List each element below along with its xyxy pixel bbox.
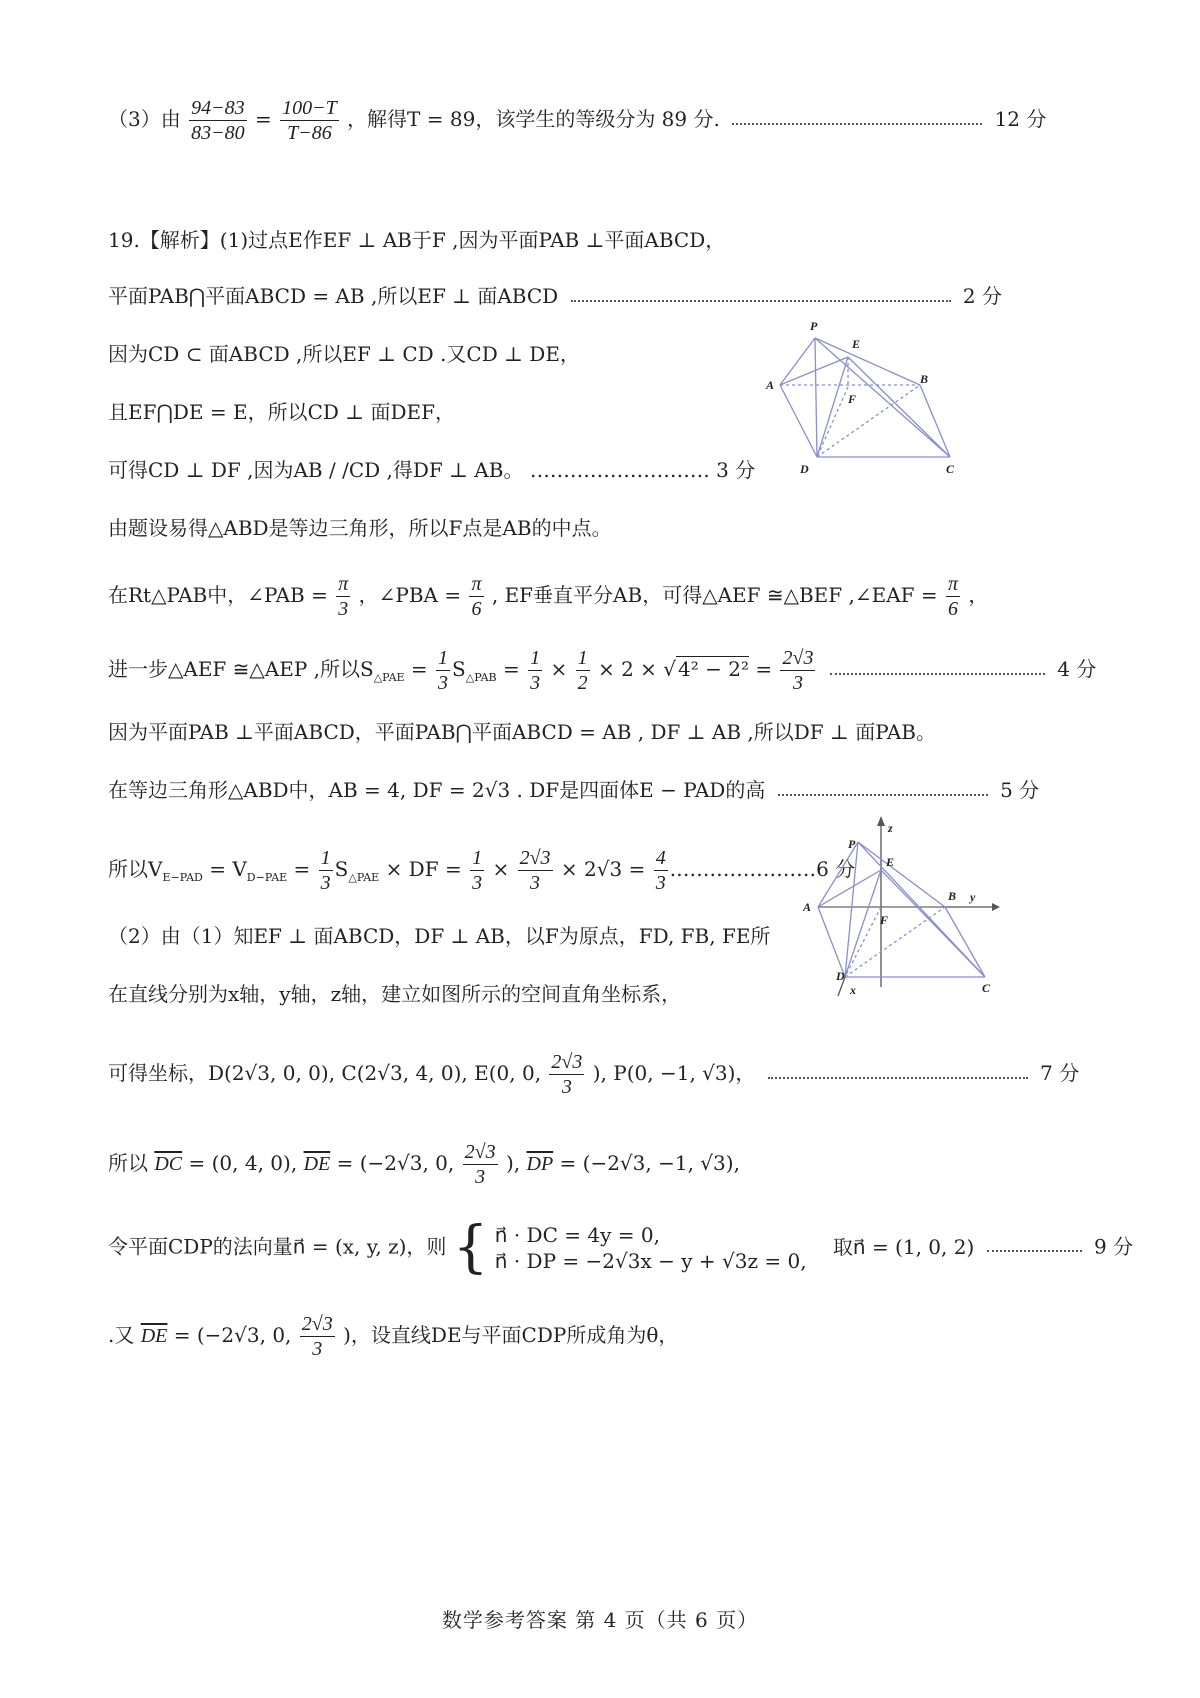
frac-den: 3 [338, 598, 349, 620]
text: 所以 [108, 1151, 148, 1175]
text: = (0, 4, 0), [182, 1151, 298, 1175]
fraction [189, 96, 247, 145]
fraction [436, 646, 450, 695]
frac-num: 1 [577, 647, 588, 669]
score: 2 分 [962, 284, 1003, 308]
frac-num: 1 [320, 847, 331, 869]
text: 进一步△AEF ≅△AEP ,所以S [108, 657, 374, 681]
dot-leader [768, 1071, 1028, 1079]
dot-leader [778, 788, 988, 796]
edge [920, 385, 950, 457]
line-5: 且EF⋂DE = E，所以CD ⊥ 面DEF， [108, 400, 455, 424]
vector: $\overline{DE}$ [303, 1153, 331, 1175]
edge [858, 842, 945, 907]
text: = [502, 657, 520, 681]
fraction [463, 1140, 498, 1189]
text: 在等边三角形△ABD中，AB = 4, DF = 2√3 . DF是四面体E − PAD的高 [108, 778, 766, 802]
text: .又 [108, 1323, 135, 1347]
frac-den: 83−80 [191, 122, 245, 144]
dot-leader: ……………………… [529, 458, 710, 482]
line-part3 [108, 96, 1046, 145]
frac-den: 3 [472, 872, 483, 894]
dot-leader: ………………… [676, 857, 817, 881]
frac-den: 3 [320, 872, 331, 894]
text: ), P(0, −1, √3)， [592, 1061, 756, 1085]
label-z-axis: z [888, 821, 893, 835]
subscript: D−PAE [246, 871, 288, 884]
score: 9 分 [1093, 1234, 1134, 1259]
vector: $\overline{DP}$ [526, 1153, 554, 1175]
text: = (−2√3, 0, [167, 1323, 292, 1347]
label-y-axis: y [970, 890, 976, 904]
edge [818, 842, 858, 907]
edge [818, 907, 845, 977]
frac-den: T−86 [287, 122, 332, 144]
edge [881, 870, 985, 977]
frac-num: π [471, 573, 482, 595]
text: = [410, 657, 428, 681]
equation: n⃗ · DP = −2√3x − y + √3z = 0, [494, 1249, 807, 1273]
fraction [946, 572, 960, 621]
subscript: △PAE [373, 671, 405, 684]
fraction [470, 846, 484, 895]
text: × DF = [385, 857, 462, 881]
line-18 [108, 1312, 678, 1361]
label-B: B [948, 889, 957, 903]
line-16 [108, 1140, 740, 1189]
frac-den: 3 [792, 672, 803, 694]
frac-num: 2√3 [519, 847, 551, 869]
line-8 [108, 572, 988, 621]
fraction [469, 572, 483, 621]
fraction [654, 846, 668, 895]
label-D: D [836, 969, 845, 983]
score: 12 分 [994, 107, 1047, 131]
score: 7 分 [1040, 1061, 1080, 1085]
line-13: （2）由（1）知EF ⊥ 面ABCD，DF ⊥ AB，以F为原点，FD, FB, FE所 [108, 924, 771, 948]
line-15 [108, 1050, 1098, 1099]
equation: n⃗ · DC = 4y = 0, [494, 1223, 660, 1247]
frac-den: 6 [948, 598, 959, 620]
label-F: F [880, 913, 889, 927]
fraction [319, 846, 333, 895]
text: 平面PAB⋂平面ABCD = AB ,所以EF ⊥ 面ABCD [108, 284, 559, 308]
text: ，∠PBA = [358, 583, 462, 607]
brace: { [452, 1215, 489, 1280]
line-19-heading: 19.【解析】(1)过点E作EF ⊥ AB于F ,因为平面PAB ⊥平面ABCD， [108, 228, 726, 252]
subscript: E−PAD [162, 871, 203, 884]
frac-den: 3 [530, 672, 541, 694]
text: （3）由 [108, 107, 181, 131]
fraction [518, 846, 553, 895]
text: = (−2√3, 0, [330, 1151, 455, 1175]
label-E: E [886, 855, 895, 869]
line-6 [108, 456, 755, 484]
text: 令平面CDP的法向量n⃗ = (x, y, z)，则 [108, 1234, 447, 1259]
line-11 [108, 776, 1098, 804]
text: S [334, 857, 349, 881]
line-3 [108, 282, 1098, 310]
text: . [669, 857, 677, 881]
figure-pyramid-2 [800, 812, 1010, 1002]
frac-den: 2 [577, 672, 588, 694]
dot-leader [987, 1244, 1082, 1252]
text: × [550, 657, 568, 681]
score: 4 分 [1057, 657, 1097, 681]
text: = (−2√3, −1, √3), [553, 1151, 740, 1175]
label-A: A [766, 378, 775, 392]
z-axis-arrow [877, 816, 885, 826]
text: 取n⃗ = (1, 0, 2) [832, 1234, 975, 1259]
score: 3 分 [716, 458, 756, 482]
figure-pyramid-1 [760, 315, 960, 480]
frac-num: π [948, 573, 959, 595]
edge [817, 357, 848, 457]
fraction [528, 646, 542, 695]
text: = [755, 657, 773, 681]
text: S [452, 657, 466, 681]
subscript: △PAE [348, 871, 380, 884]
score: 5 分 [1000, 778, 1040, 802]
edge [815, 338, 817, 457]
text: × 2 × [597, 657, 657, 681]
dot-leader [830, 667, 1045, 675]
text: 可得坐标，D(2√3, 0, 0), C(2√3, 4, 0), E(0, 0, [108, 1061, 542, 1085]
fraction [300, 1312, 335, 1361]
frac-den: 6 [471, 598, 482, 620]
page-footer: 数学参考答案 第 4 页（共 6 页） [441, 1608, 759, 1632]
vector: $\overline{DE}$ [140, 1325, 168, 1347]
y-axis-arrow [992, 903, 1000, 911]
fraction [280, 96, 339, 145]
label-P: P [810, 319, 818, 333]
frac-num: 4 [655, 847, 666, 869]
sqrt-sign: √ [663, 657, 677, 681]
frac-num: 2√3 [782, 647, 814, 669]
frac-den: 3 [475, 1166, 486, 1188]
edge [780, 385, 817, 457]
text: = [293, 857, 311, 881]
line-4: 因为CD ⊂ 面ABCD ,所以EF ⊥ CD .又CD ⊥ DE， [108, 342, 580, 366]
text: ，解得T = 89，该学生的等级分为 89 分. [347, 107, 720, 131]
frac-den: 3 [561, 1076, 572, 1098]
label-P: P [848, 837, 856, 851]
subscript: △PAB [465, 671, 497, 684]
label-A: A [803, 900, 812, 914]
edge [848, 357, 950, 457]
line-10: 因为平面PAB ⊥平面ABCD，平面PAB⋂平面ABCD = AB , DF ⊥ AB ,所以DF ⊥ 面PAB。 [108, 720, 936, 744]
text: × [492, 857, 510, 881]
frac-den: 3 [530, 872, 541, 894]
line-17 [108, 1215, 1134, 1280]
label-E: E [852, 337, 861, 351]
equation-system [495, 1222, 807, 1274]
text: × 2√3 = [560, 857, 646, 881]
frac-num: 2√3 [464, 1141, 496, 1163]
text: 可得CD ⊥ DF ,因为AB / /CD ,得DF ⊥ AB。 [108, 458, 524, 482]
text: 所以V [108, 857, 163, 881]
line-14: 在直线分别为x轴，y轴，z轴，建立如图所示的空间直角坐标系， [108, 982, 682, 1006]
label-C: C [946, 462, 955, 476]
text: ), [505, 1151, 521, 1175]
frac-num: 100−T [282, 97, 337, 119]
text: ， [968, 583, 989, 607]
sqrt-body: 4² − 2² [678, 657, 749, 681]
fraction [336, 572, 350, 621]
vector: $\overline{DC}$ [154, 1153, 183, 1175]
label-C: C [982, 981, 991, 995]
fraction [780, 646, 815, 695]
score: 6 分 [816, 857, 856, 881]
frac-num: 1 [472, 847, 483, 869]
line-9 [108, 646, 1098, 695]
frac-num: 2√3 [551, 1051, 583, 1073]
frac-num: 94−83 [191, 97, 245, 119]
dot-leader [571, 294, 951, 302]
frac-num: 2√3 [301, 1313, 333, 1335]
fraction [576, 646, 590, 695]
fraction [549, 1050, 584, 1099]
text: = V [209, 857, 247, 881]
label-D: D [800, 462, 809, 476]
text: )，设直线DE与平面CDP所成角为θ， [343, 1323, 679, 1347]
edge [815, 338, 920, 385]
frac-den: 3 [438, 672, 449, 694]
line-12 [108, 846, 855, 895]
edge [818, 870, 881, 907]
frac-den: 3 [655, 872, 666, 894]
text: , EF垂直平分AB，可得△AEF ≅△BEF ,∠EAF = [491, 583, 938, 607]
edge-hidden [845, 907, 945, 977]
frac-num: π [338, 573, 349, 595]
frac-num: 1 [530, 647, 541, 669]
dot-leader [732, 117, 982, 125]
label-B: B [920, 372, 929, 386]
label-x-axis: x [850, 983, 856, 997]
label-F: F [848, 392, 857, 406]
text: = [254, 107, 272, 131]
text: 在Rt△PAB中，∠PAB = [108, 583, 328, 607]
line-7: 由题设易得△ABD是等边三角形，所以F点是AB的中点。 [108, 516, 612, 540]
frac-den: 3 [312, 1338, 323, 1360]
frac-num: 1 [438, 647, 449, 669]
